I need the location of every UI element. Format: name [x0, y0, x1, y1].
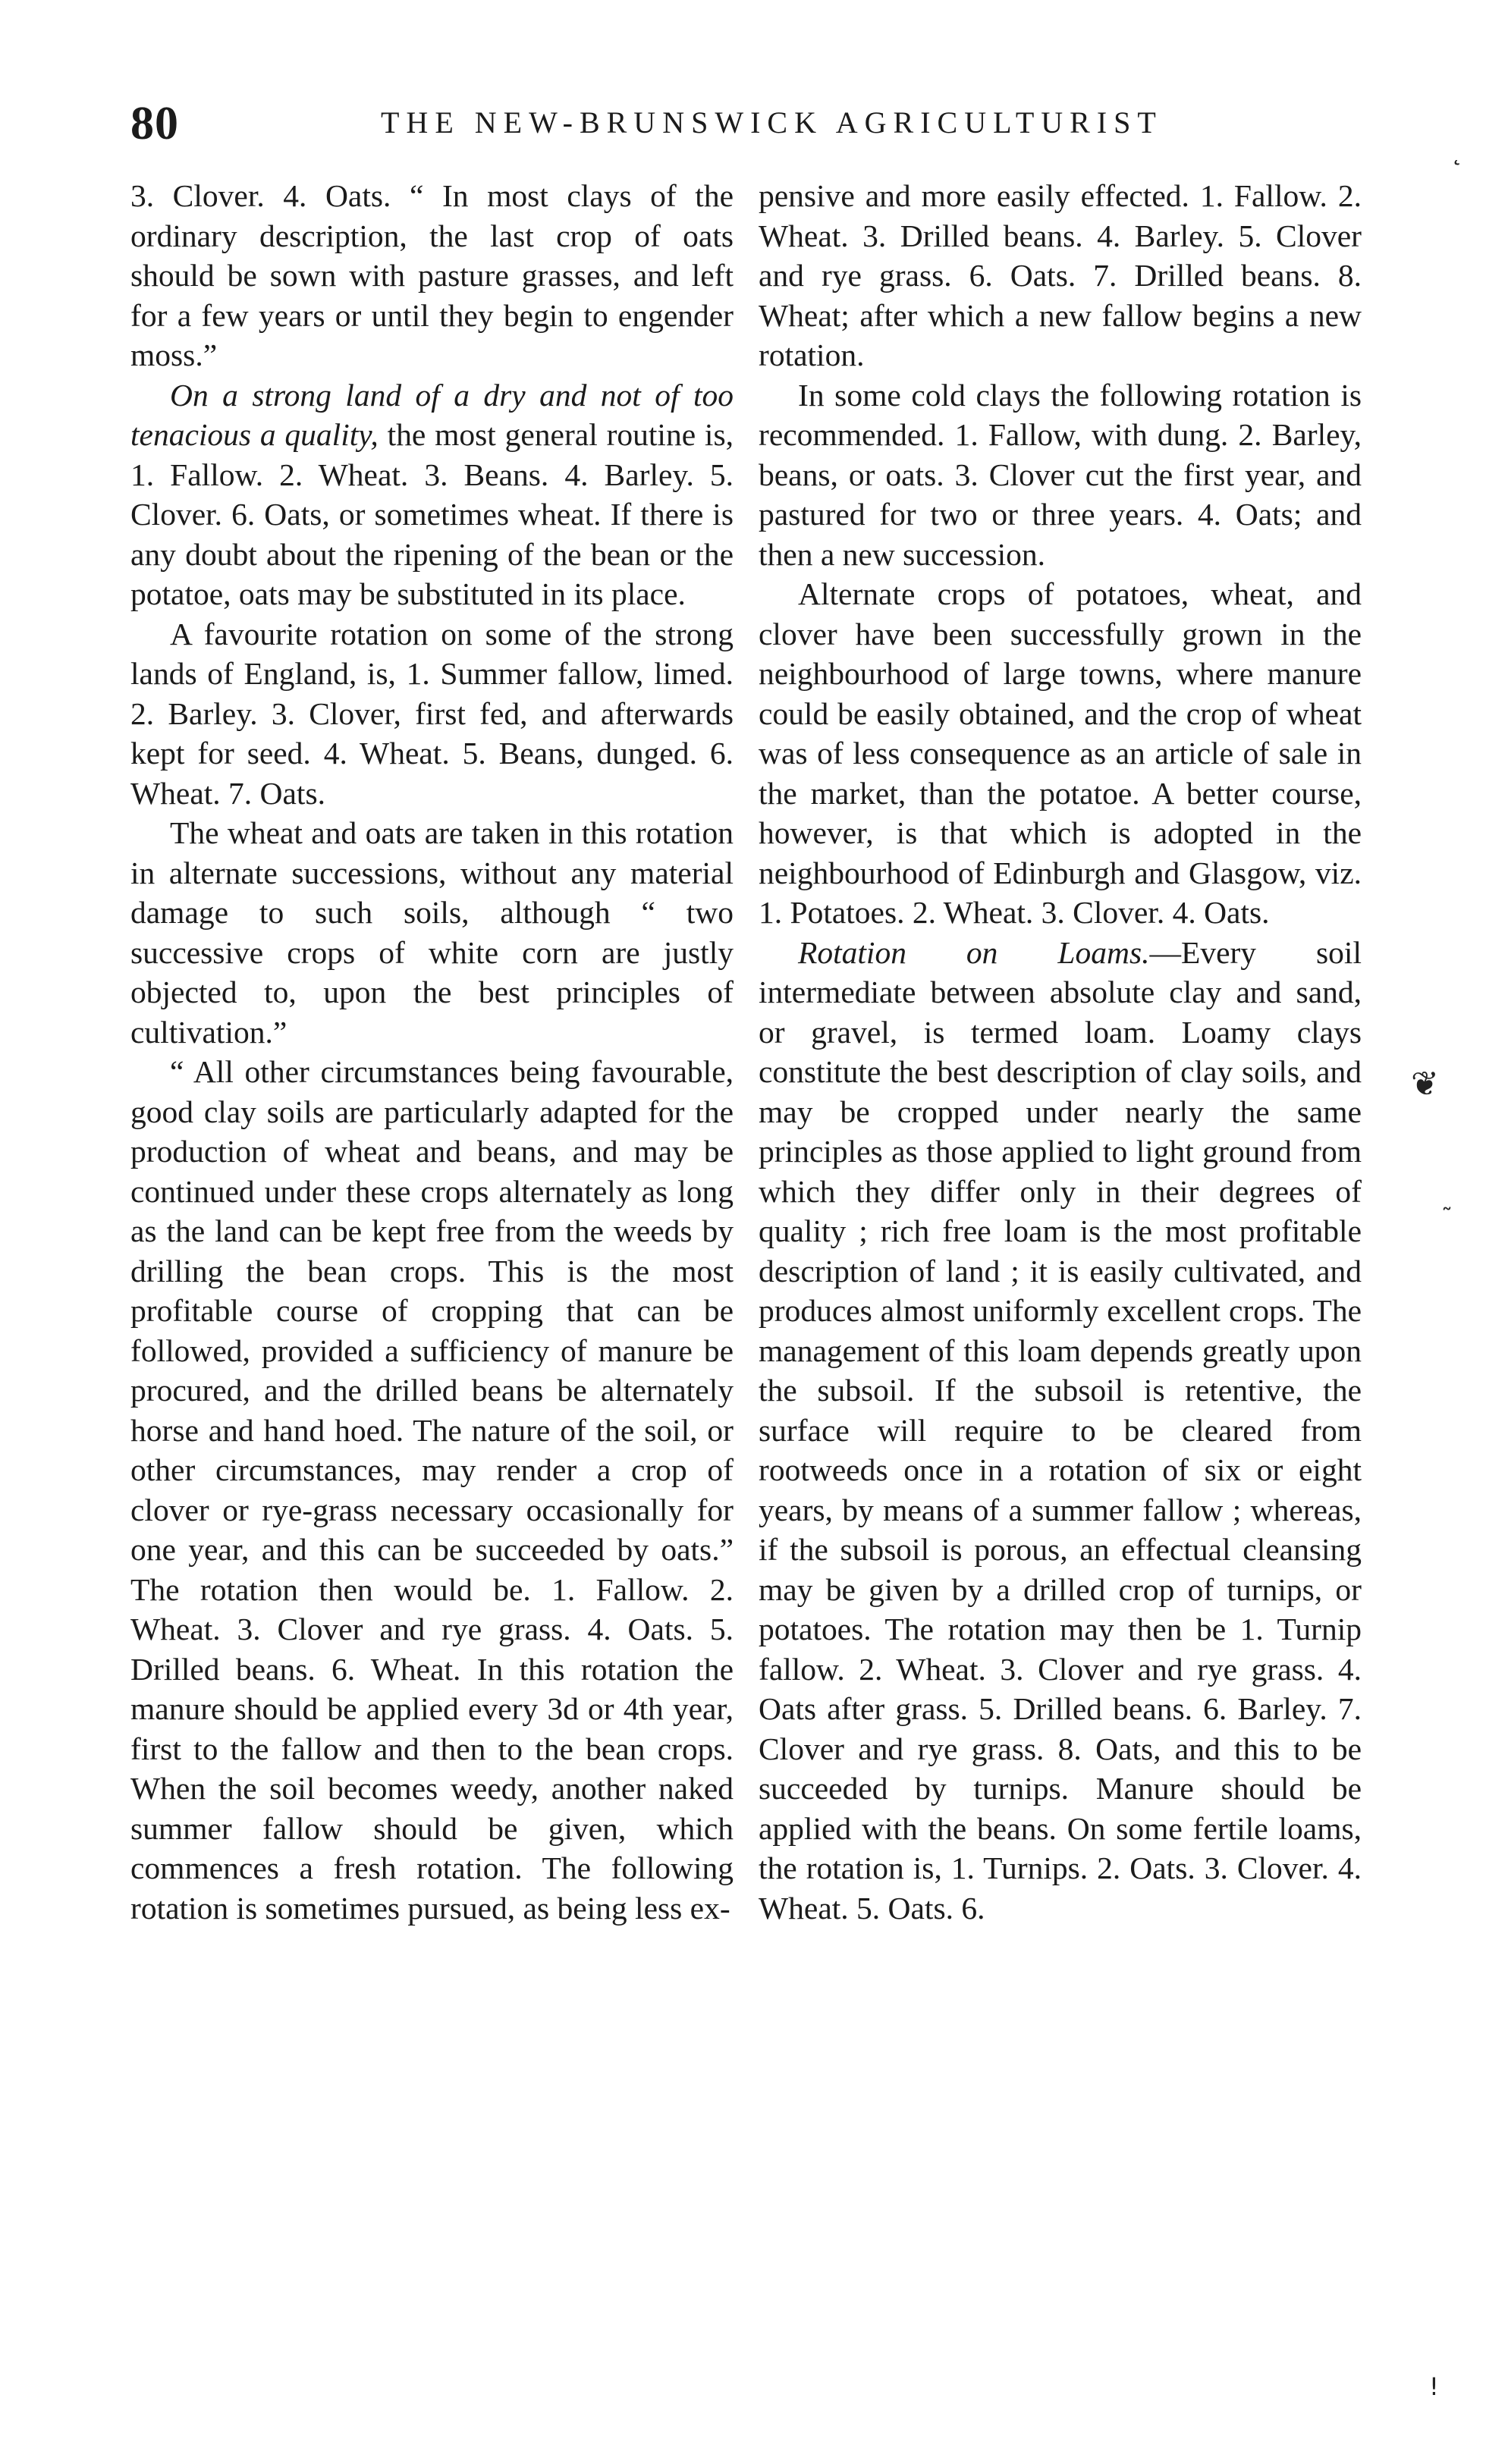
right-paragraph-1: pensive and more easily effected. 1. Fallow. 2. Wheat. 3. Drilled beans. 4. Barley. 5. Clover and rye grass. 6. Oats. 7. Drilled beans. 8. Wheat; after which a new fallow begins a new rotation.: [759, 178, 1362, 372]
running-title: THE NEW-BRUNSWICK AGRICULTURIST: [381, 105, 1163, 140]
left-paragraph-2-text: the most general routine is, 1. Fallow. 2. Wheat. 3. Beans. 4. Barley. 5. Clover. 6. Oats, or sometimes wheat. If there is any doubt about the ripening of the bean or the potatoe, oats may be substituted in its place.: [130, 417, 734, 611]
loams-heading: Rotation on Loams.: [798, 934, 1150, 970]
margin-mark-top: ˛: [1450, 137, 1463, 167]
page-number: 80: [130, 98, 179, 149]
right-paragraph-2: In some cold clays the following rotation is recommended. 1. Fallow, with dung. 2. Barley, beans, or oats. 3. Clover cut the first year, and pastured for two or three years. 4. Oats; and then a new succession.: [759, 377, 1362, 572]
left-paragraph-4: The wheat and oats are taken in this rotation in alternate successions, without any material damage to such soils, although “ two successive crops of white corn are justly objected to, upon the best principles of cultivation.”: [130, 815, 734, 1050]
right-paragraph-4: [759, 933, 1362, 1929]
left-paragraph-2-italic: On a strong land of a dry and not of too tenacious a quality,: [130, 377, 734, 452]
right-paragraph-3: Alternate crops of potatoes, wheat, and clover have been successfully grown in the neighbourhood of large towns, where manure could be easily obtained, and the crop of wheat was of less consequence as an article of sale in the market, than the potatoe. A better course, however, is that which is adopted in the neighbourhood of Edinburgh and Glasgow, viz. 1. Potatoes. 2. Wheat. 3. Clover. 4. Oats.: [759, 576, 1362, 930]
left-paragraph-3: A favourite rotation on some of the strong lands of England, is, 1. Summer fallow, limed. 2. Barley. 3. Clover, first fed, and afterwards kept for seed. 4. Wheat. 5. Beans, dunged. 6. Wheat. 7. Oats.: [130, 616, 734, 811]
margin-mark-ornament: ❦: [1411, 1065, 1439, 1103]
right-column: [759, 176, 1362, 1928]
page-header: [130, 97, 1374, 165]
margin-mark-tilde: ˜: [1441, 1204, 1453, 1231]
left-paragraph-5: “ All other circumstances being favourable, good clay soils are particularly adapted for the production of wheat and beans, and may be continued under these crops alternately as long as the land can be kept free from the weeds by drilling the bean crops. This is the most profitable course of cropping that can be followed, provided a sufficiency of manure be procured, and the drilled beans be alternately horse and hand hoed. The nature of the soil, or other circumstances, may render a crop of clover or rye-grass necessary occasionally for one year, and this can be succeeded by oats.” The rotation then would be. 1. Fallow. 2. Wheat. 3. Clover and rye grass. 4. Oats. 5. Drilled beans. 6. Wheat. In this rotation the manure should be applied every 3d or 4th year, first to the fallow and then to the bean crops. When the soil becomes weedy, another naked summer fallow should be given, which commences a fresh rotation. The following rotation is sometimes pursued, as being less ex-: [130, 1054, 734, 1926]
left-paragraph-2: [130, 375, 734, 614]
left-paragraph-1: 3. Clover. 4. Oats. “ In most clays of the ordinary description, the last crop of oats should be sown with pasture grasses, and left for a few years or until they begin to engender moss.”: [130, 178, 734, 372]
margin-mark-bottom: !: [1429, 2372, 1439, 2401]
right-paragraph-4-text: —Every soil intermediate between absolute clay and sand, or gravel, is termed loam. Loamy clays constitute the best description of clay soils, and may be cropped under nearly the same principles as those applied to light ground from which they differ only in their degrees of quality ; rich free loam is the most profitable description of land ; it is easily cultivated, and produces almost uniformly excellent crops. The management of this loam depends greatly upon the subsoil. If the subsoil is retentive, the surface will require to be cleared from rootweeds once in a rotation of six or eight years, by means of a summer fallow ; whereas, if the subsoil is porous, an effectual cleansing may be given by a drilled crop of turnips, or potatoes. The rotation may then be 1. Turnip fallow. 2. Wheat. 3. Clover and rye grass. 4. Oats after grass. 5. Drilled beans. 6. Barley. 7. Clover and rye grass. 8. Oats, and this to be succeeded by turnips. Manure should be applied with the beans. On some fertile loams, the rotation is, 1. Turnips. 2. Oats. 3. Clover. 4. Wheat. 5. Oats. 6.: [759, 934, 1362, 1926]
left-column: [130, 176, 734, 1928]
